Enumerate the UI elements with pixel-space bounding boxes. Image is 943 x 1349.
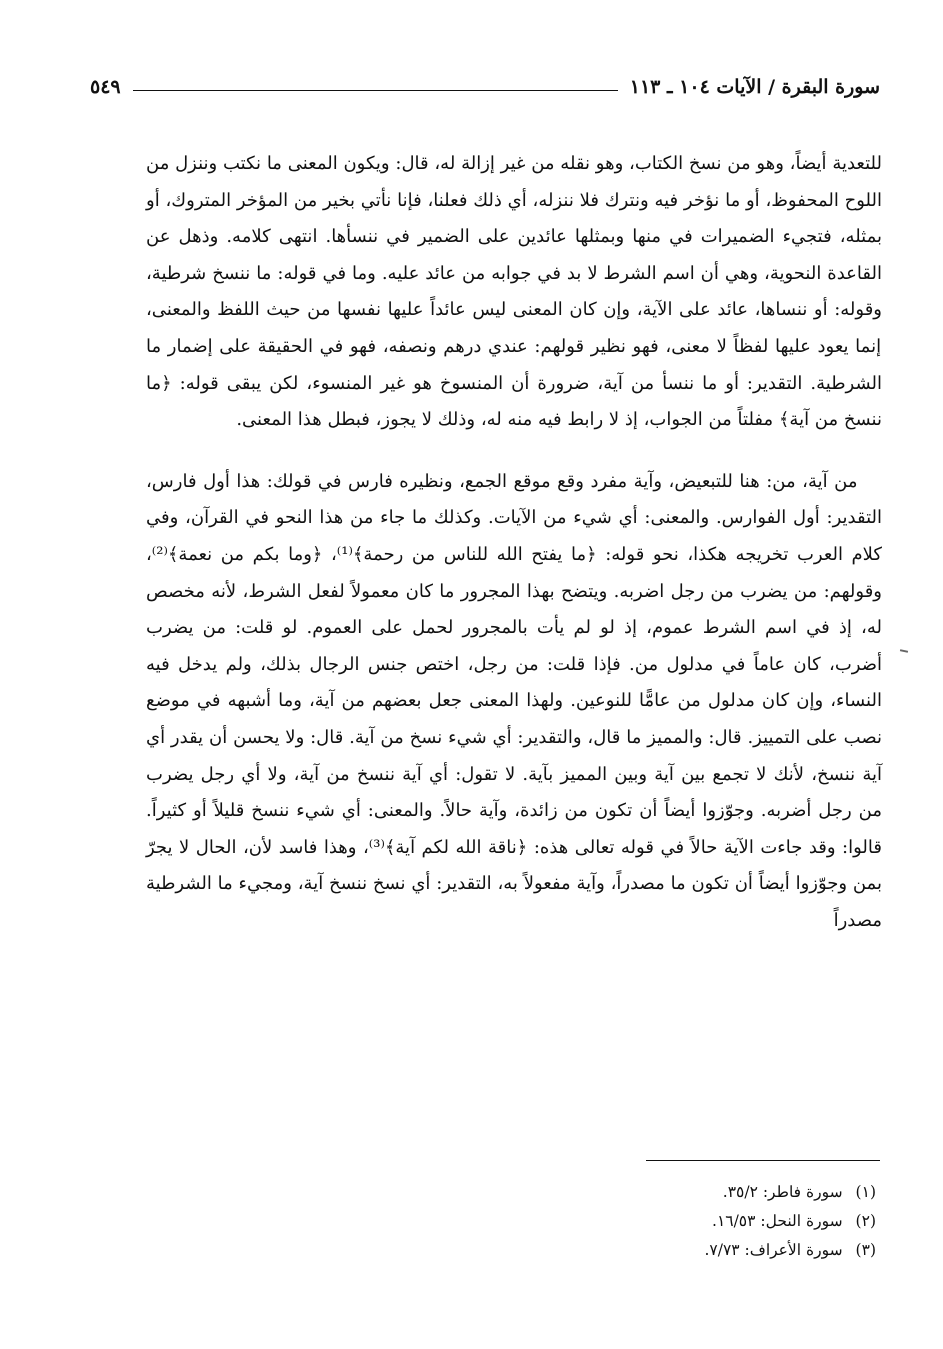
footnote-text: سورة النحل: ١٦/٥٣. bbox=[712, 1212, 843, 1230]
page-number: ٥٤٩ bbox=[90, 76, 121, 98]
header-rule bbox=[133, 90, 618, 91]
text-line: من هذا النحو في القرآن، وفي كلام العرب تخريجه هكذا، نحو قوله: ﴿ما يفتح الله bbox=[146, 507, 882, 565]
text-line: لفظاً لا معنى، فهو نظير قولهم: عندي درهم ونصفه، فهو في الحقيقة على إضمار ما bbox=[146, 335, 769, 357]
text-line: نكتب وننزل من اللوح المحفوظ، أو ما نؤخر فيه ونترك فلا ننزله، أي ذلك فعلنا، فإنا نأتي bbox=[146, 153, 882, 211]
running-header bbox=[90, 70, 880, 104]
text-line: الضمير في ننسأها. انتهى كلامه. وذهل عن القاعدة النحوية، وهي أن اسم الشرط لا بد bbox=[146, 226, 882, 284]
text-line: قوله: ﴿ما ننسخ من آية﴾ مفلتاً من الجواب، إذ لا رابط فيه منه له، وذلك لا يجوز، فبطل bbox=[146, 372, 882, 431]
text-line: للتعدية أيضاً، وهو من نسخ الكتاب، وهو نقله من غير إزالة له، قال: ويكون المعنى ما bbox=[261, 153, 882, 174]
footnote-mark: (١) bbox=[855, 1183, 876, 1201]
text-line: وآية حالاً. والمعنى: أي شيء ننسخ قليلاً أو كثيراً. قالوا: وقد جاءت الآية حالاً في قوله bbox=[146, 800, 882, 858]
footnote-mark: (٢) bbox=[855, 1212, 876, 1230]
scan-mark bbox=[900, 649, 908, 653]
text-line: آية ننسخ من آية، ولا أي رجل يضرب من رجل أضربه. وجوّزوا أيضاً أن تكون من زائدة، bbox=[146, 763, 883, 822]
text-line: للناس من رحمة﴾⁽¹⁾، ﴿وما بكم من نعمة﴾⁽²⁾، وقولهم: من يضرب من رجل اضربه. bbox=[146, 543, 883, 602]
paragraph-1 bbox=[146, 146, 882, 439]
text-line: عموم، إذ لو لم يأت بالمجرور لحمل على العموم. لو قلت: من يضرب أضرب، كان عاماً bbox=[146, 617, 882, 675]
text-line: تكون ما مصدراً، وآية مفعولاً به، التقدير: أي نسخ ننسخ آية، ومجيء ما الشرطية مصدراً bbox=[146, 873, 882, 931]
footnote-3 bbox=[500, 1236, 876, 1265]
main-text bbox=[146, 146, 882, 939]
footnote-2 bbox=[500, 1207, 876, 1236]
text-line: الشرطية. التقدير: أو ما ننسأ من آية، ضرورة أن المنسوخ هو غير المنسوء، لكن يبقى bbox=[218, 372, 882, 394]
chapter-title: سورة البقرة / الآيات ١٠٤ ـ ١١٣ bbox=[629, 76, 880, 98]
text-line: موضع نصب على التمييز. قال: والمميز ما قال، والتقدير: أي شيء نسخ من آية. قال: bbox=[146, 690, 882, 748]
footnote-1 bbox=[500, 1178, 876, 1207]
text-line: في جوابه من عائد عليه. وما في قوله: ما ننسخ شرطية، وقوله: أو ننساها، عائد على bbox=[146, 262, 882, 321]
paragraph-2 bbox=[146, 464, 882, 940]
text-line: تعالى هذه: ﴿ناقة الله لكم آية﴾⁽³⁾، وهذا فاسد لأن، الحال لا يجرّ بمن وجوّزوا أيضاً أن bbox=[146, 836, 882, 895]
text-line: وإن كان مدلول من عامًّا للنوعين. ولهذا المعنى جعل بعضهم من آية، وما أشبهه في bbox=[189, 690, 824, 712]
text-line: في مدلول من. فإذا قلت: من رجل، اختص جنس الرجال بذلك، ولم يدخل فيه النساء، bbox=[146, 653, 882, 712]
footnote-mark: (٣) bbox=[855, 1241, 876, 1259]
text-line: من آية، من: هنا للتبعيض، وآية مفرد وقع موقع الجمع، ونظيره فارس في قولك: bbox=[260, 470, 858, 492]
footnotes bbox=[500, 1178, 876, 1265]
footnote-separator bbox=[646, 1160, 880, 1161]
text-line: ولا يحسن أن يقدر أي آية ننسخ، لأنك لا تجمع بين آية وبين المميز بآية. لا تقول: أي bbox=[146, 726, 882, 785]
text-line: ويتضح بهذا المجرور ما كان معمولاً لفعل الشرط، لأنه مخصص له، إذ في اسم الشرط bbox=[146, 580, 882, 639]
footnote-text: سورة فاطر: ٣٥/٢. bbox=[722, 1183, 843, 1201]
text-line: بخير من المؤخر المتروك، أو بمثله، فتجيء الضميرات في منها وبمثلها عائدين على bbox=[146, 189, 883, 248]
text-line: هذا أول فارس، التقدير: أول الفوارس. والمعنى: أي شيء من الآيات. وكذلك ما جاء bbox=[146, 470, 882, 529]
footnote-text: سورة الأعراف: ٧/٧٣. bbox=[704, 1241, 843, 1259]
text-line: هذا المعنى. bbox=[236, 409, 322, 431]
text-line: الآية، وإن كان المعنى ليس عائداً عليها نفسها من حيث اللفظ والمعنى، إنما يعود عليها bbox=[146, 299, 882, 357]
